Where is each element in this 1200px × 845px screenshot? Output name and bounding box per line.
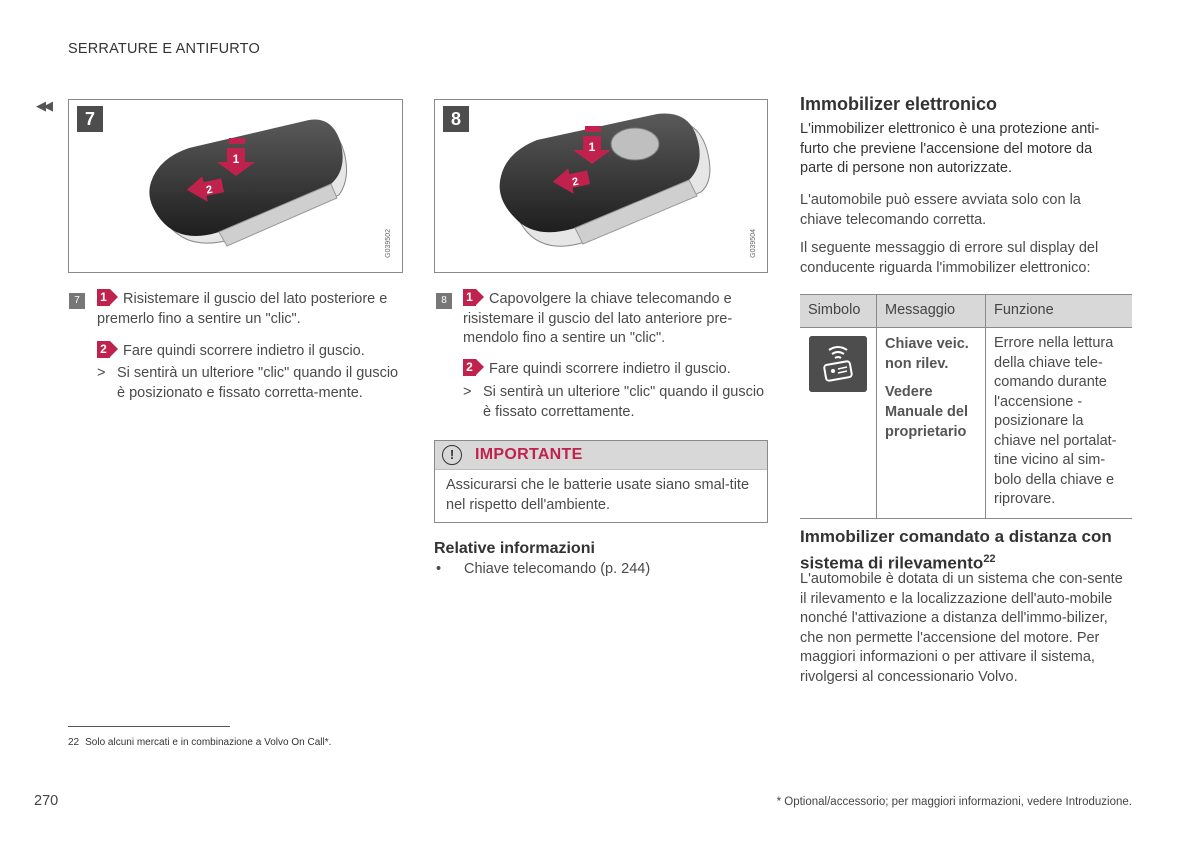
warning-icon: ! [442, 445, 462, 465]
step-1-instruction: 1 Risistemare il guscio del lato posteriore e premerlo fino a sentire un "clic". [97, 290, 388, 327]
table-header: Messaggio [877, 295, 986, 328]
step-badge: 7 [69, 293, 85, 309]
message-cell [877, 328, 986, 519]
step-1-arrow-icon: 1 [463, 289, 485, 306]
step-1-arrow-icon: 1 [97, 289, 119, 306]
svg-text:1: 1 [588, 140, 596, 154]
key-not-detected-icon [809, 336, 867, 392]
figure-number: 7 [77, 106, 103, 132]
paragraph: L'automobile può essere avviata solo con la chiave telecomando corretta. [800, 192, 1081, 228]
svg-text:2: 2 [205, 183, 214, 197]
result-text: Si sentirà un ulteriore "clic" quando il guscio è posizionato e fissato corretta-mente. [117, 365, 399, 401]
key-fob-back-illustration [69, 100, 402, 272]
figure-code: G039504 [749, 229, 757, 258]
step-result [463, 383, 768, 422]
message-text: Chiave veic. non rilev. [885, 336, 969, 372]
figure-7 [68, 99, 403, 273]
step-2-instruction: 2 Fare quindi scorrere indietro il guscio. [97, 341, 402, 362]
footnote-divider [68, 726, 230, 727]
important-notice [434, 440, 768, 523]
footnote [68, 733, 331, 753]
section-title: Immobilizer elettronico [800, 94, 998, 114]
result-text: Si sentirà un ulteriore "clic" quando il guscio è fissato correttamente. [483, 384, 765, 420]
related-link[interactable] [434, 560, 754, 580]
footnote-ref[interactable]: 22 [983, 553, 996, 565]
symbol-cell [800, 328, 877, 519]
error-message-table [800, 294, 1132, 519]
step-2-instruction: 2 Fare quindi scorrere indietro il guscio. [463, 359, 763, 380]
result-marker: > [97, 365, 106, 381]
figure-8 [434, 99, 768, 273]
important-header [435, 441, 767, 470]
step-badge: 8 [436, 293, 452, 309]
bullet: • [436, 561, 442, 577]
figure-number: 8 [443, 106, 469, 132]
important-label: IMPORTANTE [475, 446, 583, 463]
table-header: Funzione [986, 295, 1133, 328]
footnote-number: 22 [68, 737, 80, 748]
related-info-title: Relative informazioni [434, 540, 595, 557]
table-header: Simbolo [800, 295, 877, 328]
table-header-row [800, 295, 1132, 328]
footnote-text: Solo alcuni mercati e in combinazione a Volvo On Call*. [85, 737, 332, 748]
function-cell: Errore nella lettura della chiave tele-comando durante l'accensione - posizionare la chiave nel portalat-tine vicino al sim-bolo della chiave e riprovare. [986, 328, 1133, 519]
message-text: Vedere Manuale del proprietario [885, 384, 968, 440]
page-header: SERRATURE E ANTIFURTO [68, 41, 260, 57]
svg-text:1: 1 [232, 152, 240, 166]
section-title: Immobilizer comandato a distanza con sistema di rilevamento$^{22}$ [800, 527, 1112, 573]
step-1-instruction: 1 Capovolgere la chiave telecomando e risistemare il guscio del lato anteriore pre-mendolo fino a sentire un "clic". [463, 290, 733, 346]
svg-text:2: 2 [571, 175, 580, 189]
page-number: 270 [34, 793, 59, 809]
step-result [97, 364, 407, 403]
important-text: Assicurarsi che le batterie usate siano smal-tite nel rispetto dell'ambiente. [446, 477, 750, 513]
intro-text: L'immobilizer elettronico è una protezione anti-furto che previene l'accensione del motore da parte di persone non autorizzate. [800, 121, 1100, 176]
figure-code: G039502 [384, 229, 392, 258]
result-marker: > [463, 384, 472, 400]
key-fob-front-illustration [435, 100, 767, 272]
step-2-arrow-icon: 2 [463, 359, 485, 376]
paragraph: Il seguente messaggio di errore sul display del conducente riguarda l'immobilizer elettronico: [800, 240, 1099, 276]
double-left-arrow-icon[interactable]: ◀◀ [36, 98, 50, 113]
table-row [800, 328, 1132, 519]
paragraph: L'automobile è dotata di un sistema che con-sente il rilevamento e la localizzazione dell'auto-mobile nonché l'attivazione a distanza dell'immo-bilizer, che non permette l'accensione del motore. Per maggiori informazioni o per attivare il sistema, rivolgersi al concessionario Volvo. [800, 571, 1123, 685]
related-link-text[interactable]: Chiave telecomando (p. 244) [464, 561, 651, 577]
optional-note: * Optional/accessorio; per maggiori informazioni, vedere Introduzione. [776, 796, 1132, 808]
step-2-arrow-icon: 2 [97, 341, 119, 358]
